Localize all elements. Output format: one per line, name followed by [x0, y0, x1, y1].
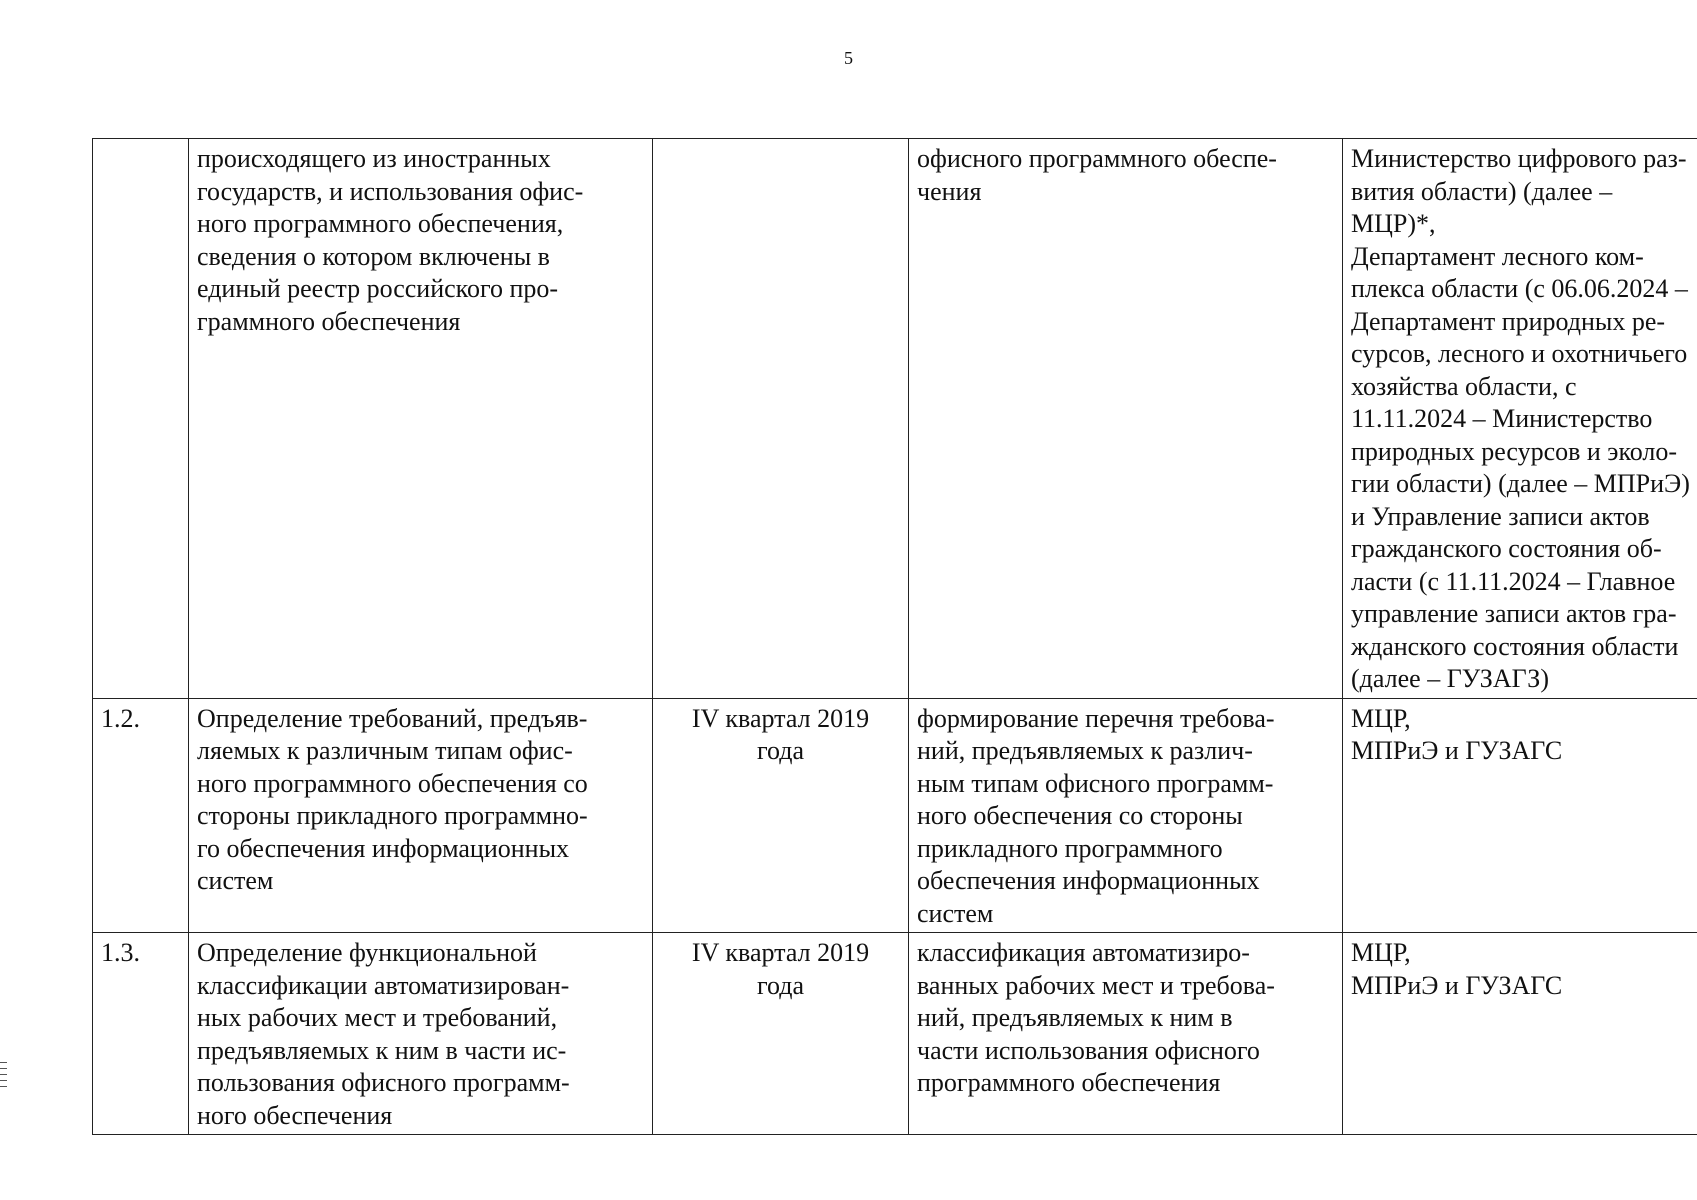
- measure-name-line: государств, и использования офис-: [197, 176, 584, 206]
- executor-line: (далее – ГУЗАГЗ): [1351, 664, 1549, 693]
- measure-name-line: Определение требований, предъяв-: [197, 703, 588, 733]
- executor-line: МПРиЭ и ГУЗАГС: [1351, 736, 1563, 765]
- executor-line: жданского состояния области: [1351, 631, 1679, 661]
- result-line: прикладного программного: [917, 833, 1223, 863]
- table-row: [93, 933, 1697, 1135]
- result-line: ний, предъявляемых к ним в: [917, 1003, 1233, 1032]
- executor-line: ласти (с 11.11.2024 – Главное: [1351, 566, 1676, 596]
- result-cell: [909, 139, 1343, 699]
- result-cell: [909, 698, 1343, 933]
- executor-line: управление записи актов гра-: [1351, 599, 1677, 628]
- executor-line: и Управление записи актов: [1351, 501, 1650, 531]
- measure-name-line: систем: [197, 866, 274, 895]
- executor-line: гражданского состояния об-: [1351, 534, 1662, 563]
- result-line: программного обеспечения: [917, 1068, 1221, 1097]
- term-line: года: [756, 736, 805, 765]
- measure-name-line: единый реестр российского про-: [197, 274, 559, 303]
- measure-name-cell: [189, 933, 653, 1135]
- measure-name-line: пользования офисного программ-: [197, 1068, 570, 1097]
- measure-name-line: происходящего из иностранных: [197, 144, 551, 173]
- executor-line: Департамент лесного ком-: [1351, 241, 1644, 271]
- scan-margin-marks: [0, 1062, 8, 1092]
- result-line: систем: [917, 898, 994, 928]
- executors-cell: [1343, 139, 1697, 699]
- measure-name-line: ного обеспечения: [197, 1100, 393, 1130]
- measure-name-line: ного программного обеспечения со: [197, 768, 588, 798]
- result-line: ванных рабочих мест и требова-: [917, 970, 1275, 1000]
- measure-name-line: сведения о котором включены в: [197, 241, 550, 271]
- term-cell: [653, 698, 909, 933]
- table-row: [93, 698, 1697, 933]
- measure-name-line: ных рабочих мест и требований,: [197, 1003, 558, 1032]
- measure-name-line: предъявляемых к ним в части ис-: [197, 1035, 567, 1065]
- result-line: формирование перечня требова-: [917, 703, 1275, 733]
- result-line: классификация автоматизиро-: [917, 938, 1250, 967]
- term-line: IV квартал 2019: [691, 703, 870, 733]
- measure-name-line: го обеспечения информационных: [197, 833, 570, 863]
- measure-name-cell: [189, 698, 653, 933]
- executor-line: сурсов, лесного и охотничьего: [1351, 339, 1688, 368]
- executor-line: хозяйства области, с: [1351, 371, 1577, 401]
- term-line: года: [756, 970, 805, 1000]
- measure-name-line: стороны прикладного программно-: [197, 801, 588, 830]
- executor-line: Министерство цифрового раз-: [1351, 144, 1687, 173]
- row-number-cell: 1.2.: [93, 698, 189, 933]
- executors-cell: [1343, 933, 1697, 1135]
- term-line: IV квартал 2019: [691, 938, 870, 967]
- measure-name-line: классификации автоматизирован-: [197, 970, 570, 1000]
- result-line: ным типам офисного программ-: [917, 768, 1274, 798]
- measure-name-line: ного программного обеспечения,: [197, 209, 564, 238]
- result-line: обеспечения информационных: [917, 866, 1260, 895]
- measure-name-line: ляемых к различным типам офис-: [197, 736, 573, 765]
- executor-line: МПРиЭ и ГУЗАГС: [1351, 970, 1563, 1000]
- row-number-cell: [93, 139, 189, 699]
- executor-line: МЦР)*,: [1351, 209, 1436, 238]
- executor-line: МЦР,: [1351, 703, 1411, 733]
- result-line: офисного программного обеспе-: [917, 144, 1277, 173]
- page-number: 5: [844, 48, 853, 68]
- result-line: части использования офисного: [917, 1035, 1260, 1065]
- plan-table: [92, 138, 1697, 1135]
- executor-line: 11.11.2024 – Министерство: [1351, 404, 1653, 433]
- executor-line: природных ресурсов и эколо-: [1351, 436, 1678, 466]
- executors-cell: [1343, 698, 1697, 933]
- result-line: ного обеспечения со стороны: [917, 801, 1243, 830]
- executor-line: гии области) (далее – МПРиЭ): [1351, 469, 1690, 498]
- result-line: чения: [917, 176, 982, 206]
- result-line: ний, предъявляемых к различ-: [917, 736, 1253, 765]
- result-cell: [909, 933, 1343, 1135]
- term-cell: [653, 933, 909, 1135]
- measure-name-cell: [189, 139, 653, 699]
- executor-line: Департамент природных ре-: [1351, 306, 1666, 336]
- table-row: [93, 139, 1697, 699]
- row-number-cell: 1.3.: [93, 933, 189, 1135]
- executor-line: плекса области (с 06.06.2024 –: [1351, 274, 1688, 303]
- executor-line: вития области) (далее –: [1351, 176, 1613, 206]
- measure-name-line: граммного обеспечения: [197, 306, 461, 336]
- executor-line: МЦР,: [1351, 938, 1411, 967]
- measure-name-line: Определение функциональной: [197, 938, 537, 967]
- term-cell: [653, 139, 909, 699]
